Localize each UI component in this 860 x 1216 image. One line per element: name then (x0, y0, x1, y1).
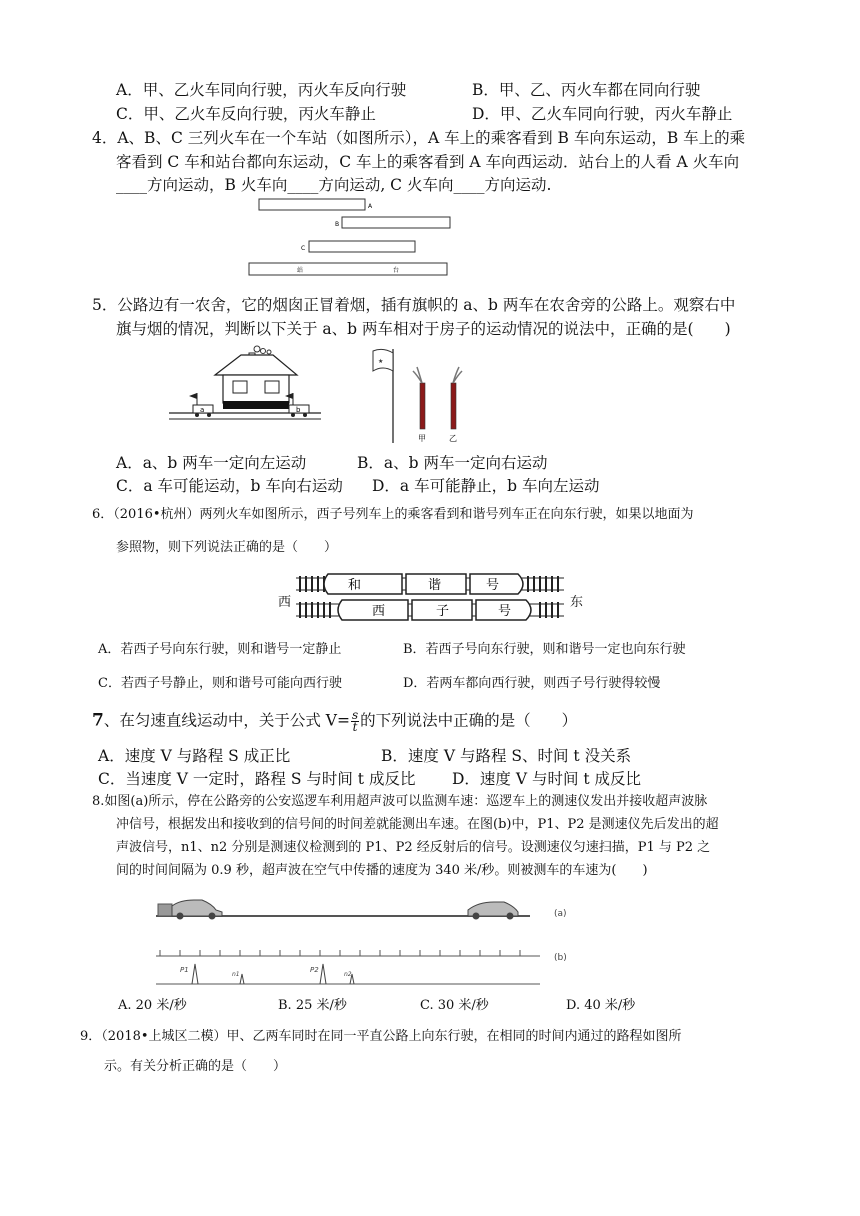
q5-stem-line2: 旗与烟的情况，判断以下关于 a、b 两车相对于房子的运动情况的说法中，正确的是( ) (116, 320, 731, 338)
q6-train2-car2: 子 (436, 604, 450, 619)
q8-option-b: B. 25 米/秒 (278, 998, 347, 1013)
q6-stem-line2: 参照物，则下列说法正确的是（ ） (116, 540, 338, 555)
q7-stem-post: 的下列说法中正确的是（ ） (360, 711, 578, 730)
q9-stem-line2: 示。有关分析正确的是（ ） (104, 1059, 287, 1074)
q4-station-char1: 站 (297, 267, 304, 274)
q8-n2-label: n2 (344, 971, 352, 978)
q7-stem (92, 710, 577, 733)
q3-option-c: C．甲、乙火车反向行驶，丙火车静止 (116, 105, 376, 123)
q8-p2-label: P2 (310, 966, 319, 974)
q5-car-a-label: a (200, 406, 205, 414)
q7-fraction-denominator: t (352, 720, 358, 734)
q6-train2-car3: 号 (498, 604, 512, 619)
q7-option-a: A．速度 V 与路程 S 成正比 (98, 747, 291, 765)
q5-pole-yi-label: 乙 (449, 434, 457, 443)
q6-east-label: 东 (570, 595, 584, 610)
q4-label-c: C (301, 245, 306, 252)
q3-option-b: B．甲、乙、丙火车都在同向行驶 (472, 81, 701, 99)
q8-stem-line2: 冲信号，根据发出和接收到的信号间的时间差就能测出车速。在图(b)中，P1、P2 是测速仪先后发出的超 (116, 817, 719, 832)
q6-trains-figure (278, 570, 598, 628)
q8-stem-line4: 间的时间间隔为 0.9 秒，超声波在空气中传播的速度为 340 米/秒。则被测车的车速为( ) (116, 863, 648, 878)
q5-farmhouse-figure (165, 343, 325, 423)
q5-option-c: C．a 车可能运动，b 车向右运动 (116, 477, 343, 495)
q7-option-b: B．速度 V 与路程 S、时间 t 没关系 (381, 747, 632, 765)
q5-option-a: A．a、b 两车一定向左运动 (116, 454, 307, 472)
q4-stem-line2: 客看到 C 车和站台都向东运动，C 车上的乘客看到 A 车向西运动．站台上的人看 A 火车向 (116, 153, 740, 171)
q7-stem-pre: 、在匀速直线运动中，关于公式 V= (103, 711, 350, 730)
q6-train1-car3: 号 (486, 578, 500, 593)
q7-number: 7 (92, 710, 104, 731)
q8-stem-line1: 8.如图(a)所示，停在公路旁的公安巡逻车利用超声波可以监测车速：巡逻车上的测速仪发出并接收超声波脉 (92, 794, 708, 809)
q6-option-b: B．若西子号向东行驶，则和谐号一定也向东行驶 (403, 642, 686, 657)
q7-fraction-numerator: s (351, 708, 359, 722)
q5-option-b: B．a、b 两车一定向右运动 (357, 454, 548, 472)
q5-stem-line1: 5．公路边有一农舍，它的烟囱正冒着烟，插有旗帜的 a、b 两车在农舍旁的公路上。观察右中 (92, 296, 736, 314)
q6-option-a: A．若西子号向东行驶，则和谐号一定静止 (98, 642, 342, 657)
q6-train1-car1: 和 (348, 578, 362, 593)
q4-stem-line3: ____方向运动，B 火车向____方向运动, C 火车向____方向运动. (116, 176, 552, 194)
q5-option-d: D．a 车可能静止，b 车向左运动 (372, 477, 600, 495)
q8-radar-figure (150, 890, 580, 990)
q9-stem-line1: 9．（2018•上城区二模）甲、乙两车同时在同一平直公路上向东行驶，在相同的时间内通过的路程如图所 (80, 1029, 682, 1044)
q3-option-d: D．甲、乙火车同向行驶，丙火车静止 (472, 105, 733, 123)
q8-option-a: A. 20 米/秒 (118, 998, 187, 1013)
q8-label-a: (a) (554, 909, 567, 919)
q7-fraction (351, 710, 359, 733)
q8-n1-label: n1 (232, 971, 240, 978)
q8-p1-label: P1 (180, 966, 189, 974)
q4-station-char2: 台 (393, 267, 400, 274)
q4-label-a: A (368, 203, 373, 210)
q6-stem-line1: 6．（2016•杭州）两列火车如图所示，西子号列车上的乘客看到和谐号列车正在向东行驶，如果以地面为 (92, 507, 694, 522)
q6-train2-car1: 西 (372, 604, 386, 619)
q5-pole-jia-label: 甲 (418, 434, 426, 443)
q4-label-b: B (335, 221, 340, 228)
svg-text:★: ★ (378, 358, 384, 365)
q7-option-c: C．当速度 V 一定时，路程 S 与时间 t 成反比 (98, 770, 416, 788)
q5-car-b-label: b (296, 406, 301, 414)
q8-option-c: C. 30 米/秒 (420, 998, 489, 1013)
q6-train1-car2: 谐 (428, 578, 442, 593)
q7-option-d: D．速度 V 与时间 t 成反比 (452, 770, 642, 788)
q8-stem-line3: 声波信号，n1、n2 分别是测速仪检测到的 P1、P2 经反射后的信号。设测速仪匀速扫描，P1 与 P2 之 (116, 840, 711, 855)
q5-flag-smoke-figure (365, 345, 475, 445)
q3-option-a: A．甲、乙火车同向行驶，丙火车反向行驶 (116, 81, 407, 99)
q4-stem-line1: 4．A、B、C 三列火车在一个车站（如图所示），A 车上的乘客看到 B 车向东运动，B 车上的乘 (92, 129, 746, 147)
q8-label-b: (b) (554, 953, 567, 963)
q4-trains-figure (245, 195, 455, 280)
q6-west-label: 西 (278, 595, 292, 610)
q8-option-d: D. 40 米/秒 (566, 998, 636, 1013)
q6-option-d: D．若两车都向西行驶，则西子号行驶得较慢 (403, 676, 661, 691)
q6-option-c: C．若西子号静止，则和谐号可能向西行驶 (98, 676, 342, 691)
